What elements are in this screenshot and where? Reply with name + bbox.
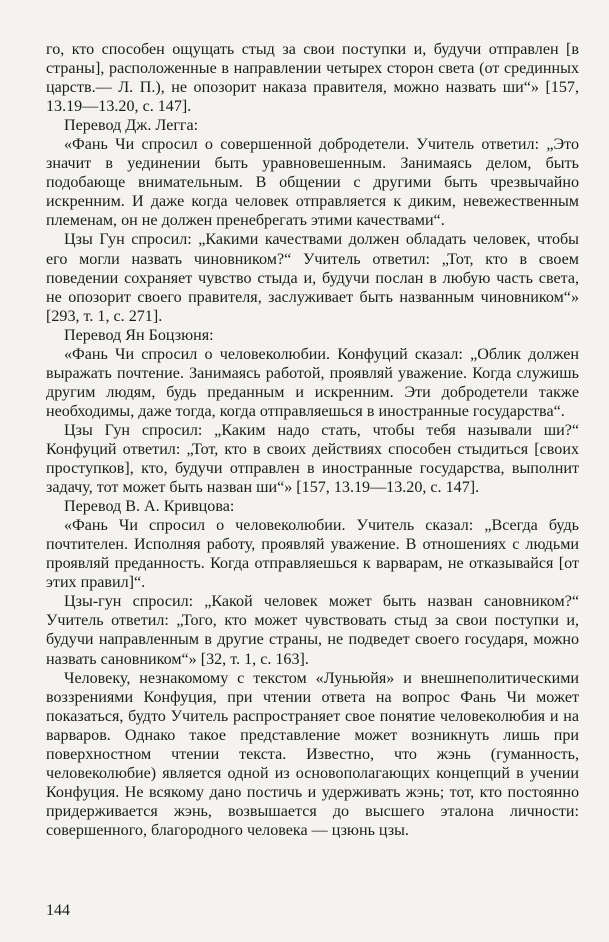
paragraph: «Фань Чи спросил о человеколюбии. Конфуций сказал: „Облик должен выражать почтение. Занимаясь работой, проявляй уважение. Когда служишь другим людям, будь преданным и искренним. Эти добродетели также необходимы, даже тогда, когда отправляешься в иностранные государства“. [46, 345, 579, 420]
paragraph: Цзы-гун спросил: „Какой человек может быть назван сановником?“ Учитель ответил: „Того, кто может чувствовать стыд за свои поступки и, будучи направленным в другие страны, не подведет своего государя, можно назвать сановником“» [32, т. 1, с. 163]. [46, 593, 579, 668]
paragraph-continuation: го, кто способен ощущать стыд за свои поступки и, будучи отправлен [в страны], расположенные в направлении четырех сторон света (от срединных царств.— Л. П.), не опозорит наказа правителя, можно назвать ши“» [157, 13.19—13.20, с. 147]. [46, 41, 579, 116]
translation-heading-krivtsov: Перевод В. А. Кривцова: [64, 498, 235, 516]
paragraph: «Фань Чи спросил о человеколюбии. Учитель сказал: „Всегда будь почтителен. Исполняя работу, проявляй уважение. В отношениях с людьми проявляй преданность. Когда отправляешься к варварам, не отказывайся [от этих правил]“. [46, 517, 579, 592]
paragraph: Цзы Гун спросил: „Каким надо стать, чтобы тебя называли ши?“ Конфуций ответил: „Тот, кто в своих действиях способен стыдиться [своих проступков], кто, будучи отправлен в иностранные государства, выполнит задачу, тот может быть назван ши“» [157, 13.19—13.20, с. 147]. [46, 421, 579, 497]
paragraph: Человеку, незнакомому с текстом «Луньюйя» и внешнеполитическими воззрениями Конфуция, при чтении ответа на вопрос Фань Чи может показаться, будто Учитель распространяет свое понятие человеколюбия и на варваров. Однако такое представление может возникнуть лишь при поверхностном чтении текста. Известно, что жэнь (гуманность, человеколюбие) является одной из основополагающих концепций в учении Конфуция. Не всякому дано постичь и удерживать жэнь; тот, кто постоянно придерживается жэнь, возвышается до высшего эталона личности: совершенного, благородного человека — цзюнь цзы. [46, 669, 579, 839]
body-text [46, 40, 579, 840]
document-page [46, 40, 579, 920]
translation-heading-yang-bojun: Перевод Ян Боцзюня: [64, 326, 214, 344]
paragraph: Цзы Гун спросил: „Какими качествами должен обладать человек, чтобы его могли назвать чиновником?“ Учитель ответил: „Тот, кто в своем поведении сохраняет чувство стыда и, будучи послан в любую часть света, не опозорит своего правителя, заслуживает быть названным чиновником“» [293, т. 1, с. 271]. [46, 231, 579, 325]
paragraph: «Фань Чи спросил о совершенной добродетели. Учитель ответил: „Это значит в уединении быть уравновешенным. Занимаясь делом, быть подобающе внимательным. В общении с другими быть чрезвычайно искренним. И даже когда человек отправляется к диким, невежественным племенам, он не должен пренебрегать этими качествами“. [46, 136, 579, 230]
page-number: 144 [46, 902, 70, 919]
translation-heading-legge: Перевод Дж. Легга: [64, 117, 199, 135]
